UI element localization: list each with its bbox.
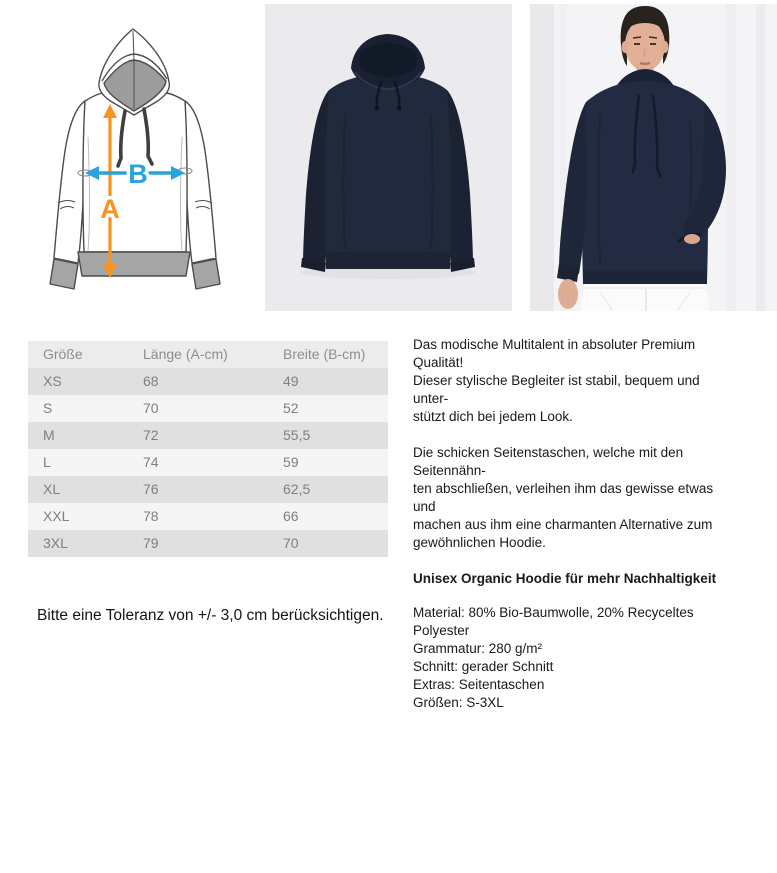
size-cell: XL [43, 481, 61, 497]
model-wearing-hoodie-image [530, 4, 777, 311]
size-diagram-image [28, 5, 255, 311]
spec-grammatur: Grammatur: 280 g/m² [413, 641, 543, 656]
size-cell: L [43, 454, 51, 470]
width-cell: 66 [283, 508, 299, 524]
table-row [28, 395, 388, 422]
product-photo [265, 4, 512, 311]
length-cell: 68 [143, 373, 159, 389]
text-line: machen aus ihm eine charmanten Alternative zum [413, 517, 713, 532]
size-table-header [28, 341, 388, 368]
spec-list [413, 604, 731, 712]
label-a: A [100, 194, 120, 224]
spec-schnitt: Schnitt: gerader Schnitt [413, 659, 554, 674]
spec-groessen: Größen: S-3XL [413, 695, 504, 710]
sustainability-heading: Unisex Organic Hoodie für mehr Nachhaltigkeit [413, 571, 717, 586]
table-row [28, 368, 388, 395]
label-b: B [128, 159, 148, 189]
size-cell: XXL [43, 508, 70, 524]
length-cell: 76 [143, 481, 159, 497]
spec-extras: Extras: Seitentaschen [413, 677, 545, 692]
size-cell: M [43, 427, 55, 443]
length-cell: 70 [143, 400, 159, 416]
column-header-size: Größe [43, 346, 83, 362]
table-row [28, 476, 388, 503]
width-cell: 55,5 [283, 427, 311, 443]
description-paragraph-2 [413, 444, 731, 552]
length-cell: 74 [143, 454, 159, 470]
column-header-width: Breite (B-cm) [283, 346, 366, 362]
description-paragraph-1 [413, 336, 731, 426]
width-cell: 62,5 [283, 481, 311, 497]
hoodie-measurement-diagram [28, 5, 255, 311]
table-row [28, 422, 388, 449]
table-row [28, 449, 388, 476]
product-description [413, 336, 731, 712]
text-line: ten abschließen, verleihen ihm das gewisse etwas und [413, 481, 714, 514]
size-table [28, 341, 388, 557]
tolerance-note: Bitte eine Toleranz von +/- 3,0 cm berücksichtigen. [37, 607, 384, 624]
width-cell: 70 [283, 535, 299, 551]
text-line: stützt dich bei jedem Look. [413, 409, 573, 424]
width-cell: 52 [283, 400, 299, 416]
width-cell: 49 [283, 373, 299, 389]
table-row [28, 503, 388, 530]
size-cell: 3XL [43, 535, 68, 551]
text-line: Dieser stylische Begleiter ist stabil, bequem und unter- [413, 373, 700, 406]
model-hand [558, 279, 578, 309]
size-cell: S [43, 400, 53, 416]
column-header-length: Länge (A-cm) [143, 346, 228, 362]
text-line: Das modische Multitalent in absoluter Premium Qualität! [413, 337, 696, 370]
model-pants [581, 284, 709, 311]
text-line: gewöhnlichen Hoodie. [413, 535, 546, 550]
navy-hoodie-image [265, 4, 512, 311]
length-cell: 79 [143, 535, 159, 551]
spec-material: Material: 80% Bio-Baumwolle, 20% Recyceltes Polyester [413, 605, 694, 638]
size-cell: XS [43, 373, 62, 389]
table-row [28, 530, 388, 557]
length-cell: 72 [143, 427, 159, 443]
text-line: Die schicken Seitenstaschen, welche mit den Seitennähn- [413, 445, 684, 478]
width-cell: 59 [283, 454, 299, 470]
length-cell: 78 [143, 508, 159, 524]
model-photo [530, 4, 777, 311]
